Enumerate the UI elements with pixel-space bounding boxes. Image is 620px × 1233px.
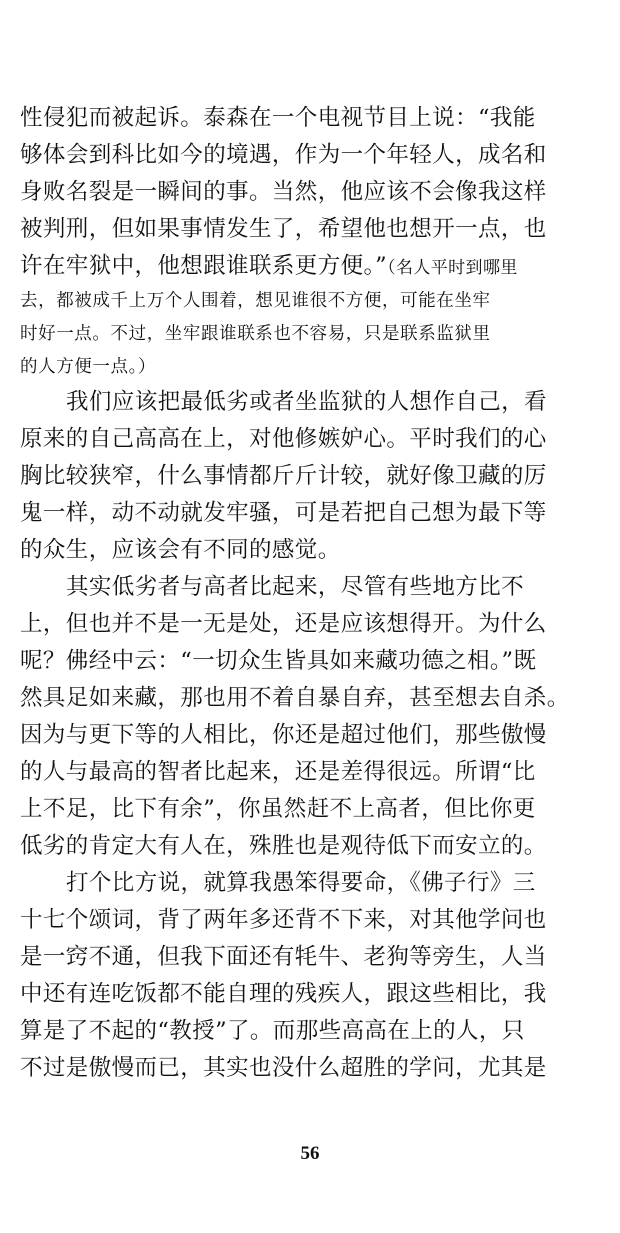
page-number: 56	[300, 1143, 320, 1164]
body-text	[20, 100, 604, 1087]
text-line-main: 许在牢狱中，他想跟谁联系更方便。”	[20, 253, 388, 279]
note-start: （名人平时到哪里	[387, 258, 518, 278]
note-line: 的人方便一点。）	[20, 357, 157, 377]
text-line: 中还有连吃饭都不能自理的残疾人，跟这些相比，我	[20, 981, 547, 1007]
text-line: 身败名裂是一瞬间的事。当然，他应该不会像我这样	[20, 179, 547, 205]
text-line: 的人与最高的智者比起来，还是差得很远。所谓“比	[20, 759, 536, 785]
text-line: 胸比较狭窄，什么事情都斤斤计较，就好像卫藏的厉	[20, 463, 547, 489]
text-line: 然具足如来藏，那也用不着自暴自弃，甚至想去自杀。	[20, 685, 570, 711]
text-line: 上不足，比下有余”，你虽然赶不上高者，但比你更	[20, 796, 536, 822]
text-line: 算是了不起的“教授”了。而那些高高在上的人，只	[20, 1018, 525, 1044]
text-line-with-note	[20, 248, 604, 285]
paragraph-first-line: 其实低劣者与高者比起来，尽管有些地方比不	[66, 574, 525, 600]
note-line: 去，都被成千上万个人围着，想见谁很不方便，可能在坐牢	[20, 291, 491, 311]
text-line: 原来的自己高高在上，对他修嫉妒心。平时我们的心	[20, 426, 547, 452]
text-line: 被判刑，但如果事情发生了，希望他也想开一点，也	[20, 216, 547, 242]
text-line: 够体会到科比如今的境遇，作为一个年轻人，成名和	[20, 142, 547, 168]
text-line: 鬼一样，动不动就发牢骚，可是若把自己想为最下等	[20, 500, 547, 526]
text-line: 性侵犯而被起诉。泰森在一个电视节目上说：“我能	[20, 105, 536, 131]
text-line: 低劣的肯定大有人在，殊胜也是观待低下而安立的。	[20, 833, 547, 859]
paragraph-first-line: 我们应该把最低劣或者坐监狱的人想作自己，看	[66, 389, 547, 415]
text-line: 因为与更下等的人相比，你还是超过他们，那些傲慢	[20, 722, 547, 748]
text-line: 呢？佛经中云：“一切众生皆具如来藏功德之相。”既	[20, 648, 537, 674]
text-line: 不过是傲慢而已，其实也没什么超胜的学问，尤其是	[20, 1055, 547, 1081]
text-line: 是一窍不通，但我下面还有牦牛、老狗等旁生，人当	[20, 944, 547, 970]
paragraph-first-line: 打个比方说，就算我愚笨得要命，《佛子行》三	[66, 870, 536, 896]
text-line: 十七个颂词，背了两年多还背不下来，对其他学问也	[20, 907, 547, 933]
text-line: 的众生，应该会有不同的感觉。	[20, 537, 341, 563]
text-line: 上，但也并不是一无是处，还是应该想得开。为什么	[20, 611, 547, 637]
note-line: 时好一点。不过，坐牢跟谁联系也不容易，只是联系监狱里	[20, 324, 491, 344]
